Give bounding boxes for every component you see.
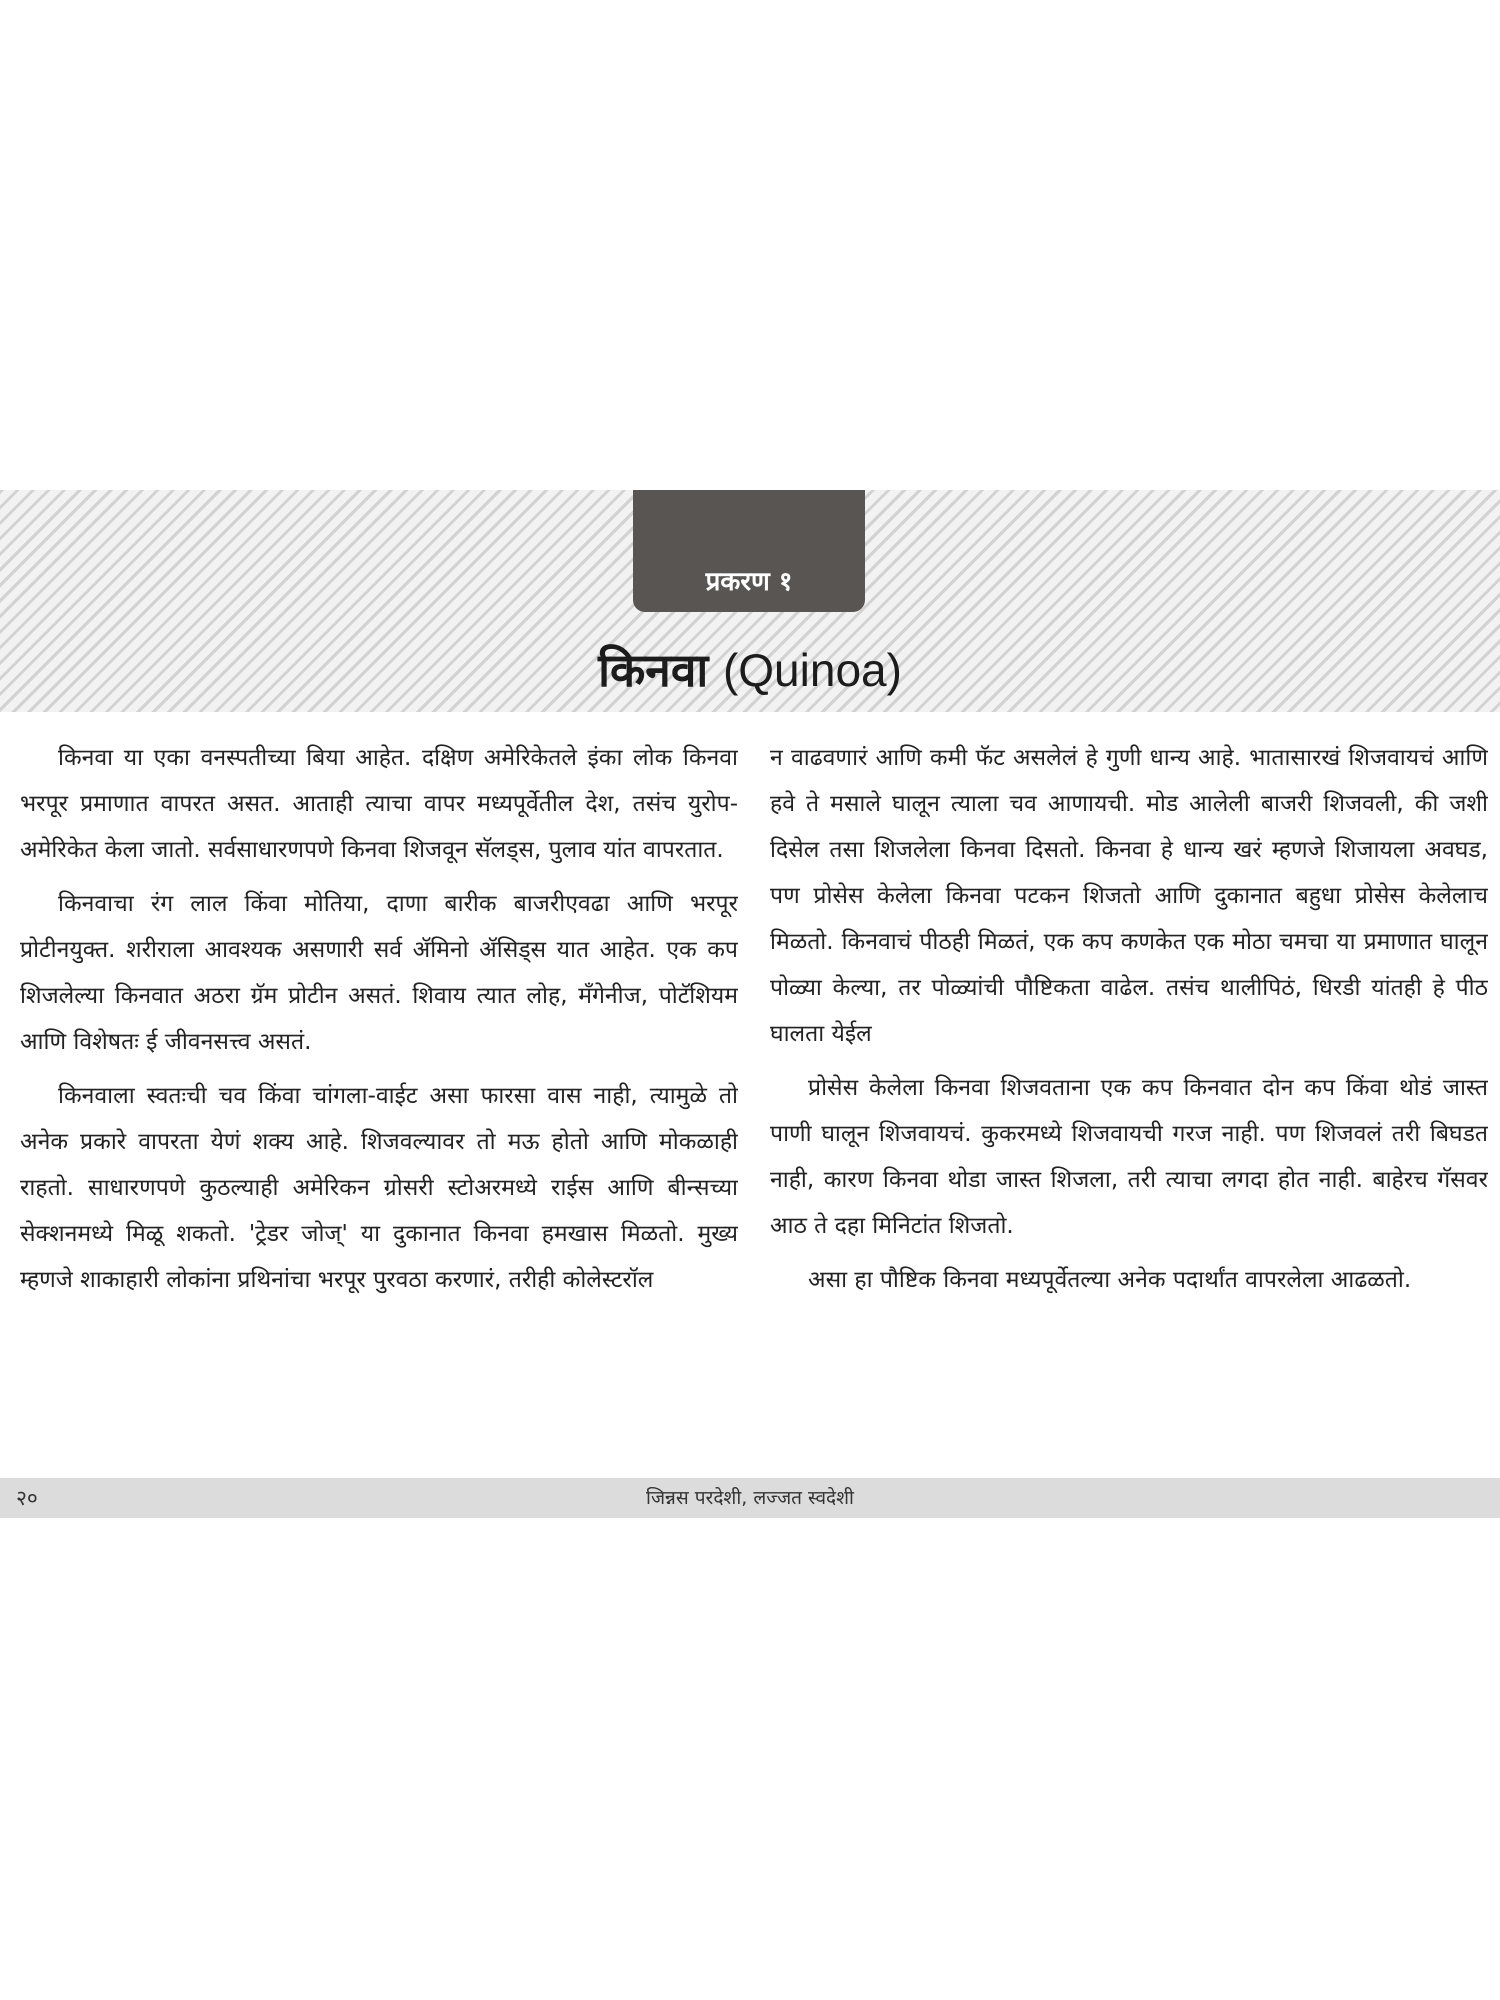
paragraph: किनवाचा रंग लाल किंवा मोतिया, दाणा बारीक बाजरीएवढा आणि भरपूर प्रोटीनयुक्त. शरीराला आवश्यक असणारी सर्व ॲमिनो ॲसिड्स यात आहेत. एक कप शिजलेल्या किनवात अठरा ग्रॅम प्रोटीन असतं. शिवाय त्यात लोह, मॅंगेनीज, पोटॅशियम आणि विशेषतः ई जीवनसत्त्व असतं.	[20, 891, 738, 1055]
left-text-column	[20, 735, 738, 1455]
paragraph: किनवाला स्वतःची चव किंवा चांगला-वाईट असा फारसा वास नाही, त्यामुळे तो अनेक प्रकारे वापरता येणं शक्य आहे. शिजवल्यावर तो मऊ होतो आणि मोकळाही राहतो. साधारणपणे कुठल्याही अमेरिकन ग्रोसरी स्टोअरमध्ये राईस आणि बीन्सच्या सेक्शनमध्ये मिळू शकतो. 'ट्रेडर जोज्' या दुकानात किनवा हमखास मिळतो. मुख्य म्हणजे शाकाहारी लोकांना प्रथिनांचा भरपूर पुरवठा करणारं, तरीही कोलेस्टरॉल	[20, 1083, 738, 1293]
paragraph: न वाढवणारं आणि कमी फॅट असलेलं हे गुणी धान्य आहे. भातासारखं शिजवायचं आणि हवे ते मसाले घालून त्याला चव आणायची. मोड आलेली बाजरी शिजवली, की जशी दिसेल तसा शिजलेला किनवा दिसतो. किनवा हे धान्य खरं म्हणजे शिजायला अवघड, पण प्रोसेस केलेला किनवा पटकन शिजतो आणि दुकानात बहुधा प्रोसेस केलेलाच मिळतो. किनवाचं पीठही मिळतं, एक कप कणकेत एक मोठा चमचा या प्रमाणात घालून पोळ्या केल्या, तर पोळ्यांची पौष्टिकता वाढेल. तसंच थालीपिठं, धिरडी यांतही हे पीठ घालता येईल	[770, 745, 1488, 1047]
page-footer	[0, 1478, 1500, 1518]
running-title: जिन्नस परदेशी, लज्जत स्वदेशी	[646, 1487, 854, 1509]
chapter-label: प्रकरण १	[705, 567, 793, 597]
paragraph: किनवा या एका वनस्पतीच्या बिया आहेत. दक्षिण अमेरिकेतले इंका लोक किनवा भरपूर प्रमाणात वापरत असत. आताही त्याचा वापर मध्यपूर्वेतील देश, तसंच युरोप-अमेरिकेत केला जातो. सर्वसाधारणपणे किनवा शिजवून सॅलड्स, पुलाव यांत वापरतात.	[20, 745, 738, 863]
chapter-title-main: किनवा	[598, 643, 709, 697]
chapter-title	[0, 630, 1500, 710]
right-text-column	[770, 735, 1488, 1455]
paragraph: असा हा पौष्टिक किनवा मध्यपूर्वेतल्या अनेक पदार्थांत वापरलेला आढळतो.	[808, 1267, 1412, 1293]
paragraph: प्रोसेस केलेला किनवा शिजवताना एक कप किनवात दोन कप किंवा थोडं जास्त पाणी घालून शिजवायचं. कुकरमध्ये शिजवायची गरज नाही. पण शिजवलं तरी बिघडत नाही, कारण किनवा थोडा जास्त शिजला, तरी त्याचा लगदा होत नाही. बाहेरच गॅसवर आठ ते दहा मिनिटांत शिजतो.	[770, 1075, 1488, 1239]
chapter-title-subtitle: (Quinoa)	[722, 644, 902, 696]
chapter-label-tab	[633, 490, 865, 612]
page-number: २०	[16, 1486, 38, 1510]
